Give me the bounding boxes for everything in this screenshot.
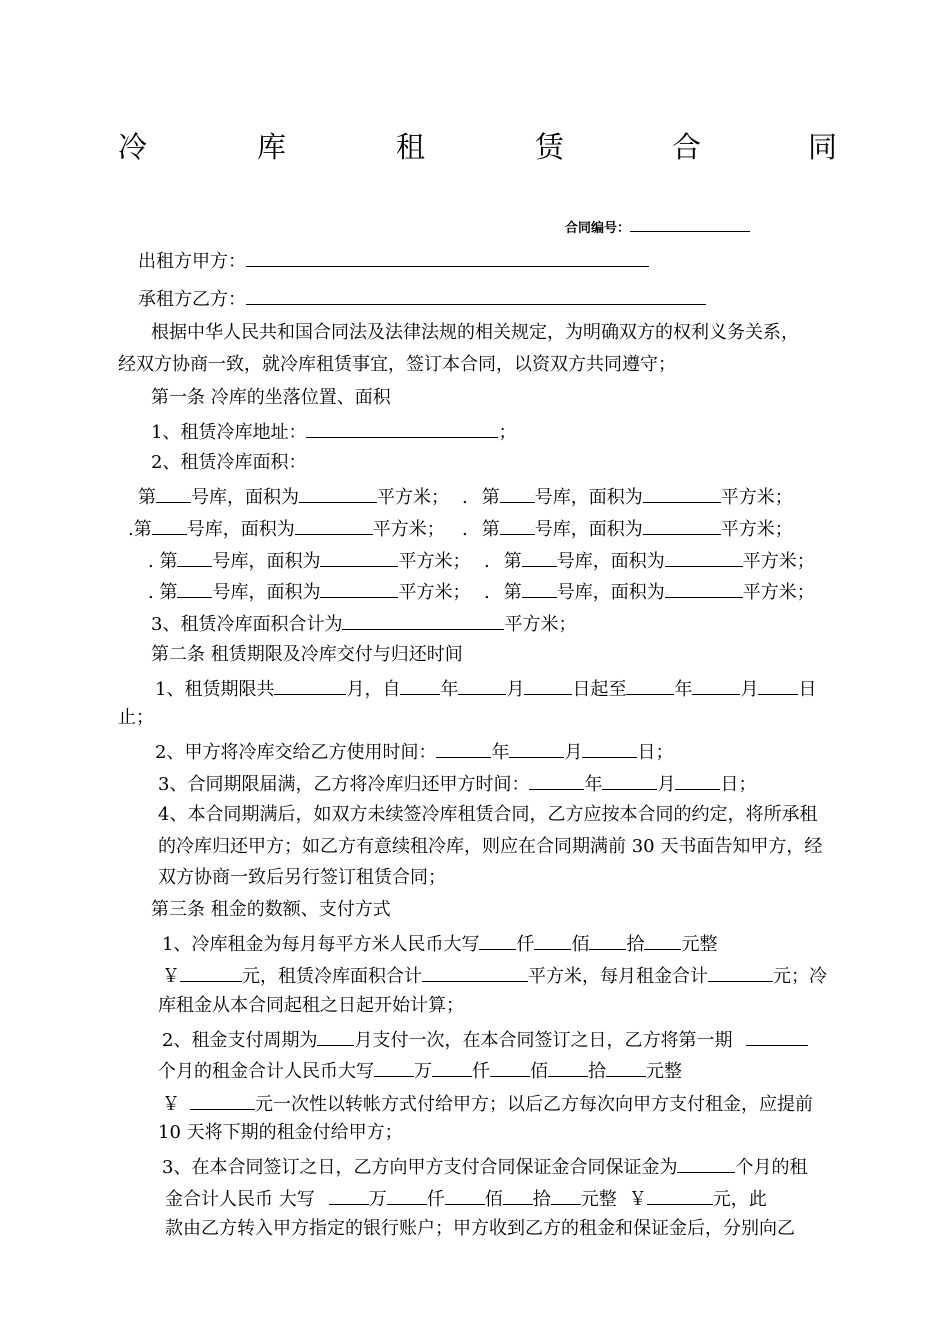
paragraph-line: 款由乙方转入甲方指定的银行账户；甲方收到乙方的租金和保证金后，分别向乙 — [165, 1218, 795, 1239]
text: 月 — [506, 679, 525, 700]
text: 第 — [138, 487, 156, 508]
text: 号库，面积为 — [534, 487, 643, 508]
blank[interactable] — [582, 738, 637, 758]
text: 3、租赁冷库面积合计为 — [151, 614, 343, 635]
text: . — [484, 551, 490, 572]
return-row — [158, 770, 756, 797]
room-no-blank[interactable] — [522, 547, 557, 567]
paragraph-line: 库租金从本合同起租之日起开始计算； — [158, 995, 464, 1016]
text: 万 — [414, 1061, 432, 1082]
text: 1、冷库租金为每月每平方米人民币大写 — [162, 934, 480, 955]
text: ￥ — [162, 966, 180, 987]
lessor-row — [138, 247, 649, 274]
blank[interactable] — [548, 1057, 588, 1077]
paragraph-line: 10 天将下期的租金付给甲方； — [158, 1122, 403, 1143]
article-heading: 第一条 冷库的坐落位置、面积 — [151, 387, 391, 408]
room-no-blank[interactable] — [152, 515, 187, 535]
text: . 第 — [148, 551, 178, 572]
room-row — [138, 483, 449, 510]
text: 仟 — [426, 1189, 445, 1210]
text: 第 — [481, 487, 500, 508]
text: 平方米； — [720, 519, 793, 540]
text: 平方米； — [504, 614, 577, 635]
blank[interactable] — [387, 1185, 427, 1205]
text: 平方米，每月租金合计 — [528, 966, 708, 987]
title-char: 库 — [257, 130, 287, 164]
room-no-blank[interactable] — [500, 483, 535, 503]
blank[interactable] — [746, 1026, 808, 1046]
blank[interactable] — [422, 962, 528, 982]
lessee-row — [138, 285, 706, 312]
text: 日； — [720, 774, 757, 795]
payment-row — [162, 1026, 808, 1053]
text: 元；冷 — [773, 966, 827, 987]
text: ￥ — [162, 1094, 180, 1115]
total-area-row — [151, 610, 576, 637]
room-row — [484, 578, 815, 605]
text: . — [128, 519, 134, 540]
text: 第 — [503, 551, 522, 572]
room-no-blank[interactable] — [177, 547, 212, 567]
text: 月 — [657, 774, 676, 795]
area-blank[interactable] — [643, 515, 721, 535]
text: 号库，面积为 — [556, 551, 665, 572]
blank[interactable] — [529, 770, 584, 790]
text: 万 — [368, 1189, 387, 1210]
blank[interactable] — [524, 675, 572, 695]
preamble-line: 经双方协商一致，就冷库租赁事宜，签订本合同，以资双方共同遵守； — [118, 354, 676, 375]
text: 号库，面积为 — [186, 519, 295, 540]
text: 年 — [491, 742, 510, 763]
text: 平方米； — [372, 519, 445, 540]
paragraph-line: 止； — [118, 707, 154, 728]
room-row — [462, 515, 793, 542]
blank[interactable] — [606, 1057, 646, 1077]
text: 元一次性以转帐方式付给甲方；以后乙方每次向甲方支付租金，应提前 — [255, 1094, 813, 1115]
paragraph-line: 双方协商一致后另行签订租赁合同； — [158, 867, 446, 888]
room-row — [128, 515, 445, 542]
blank[interactable] — [509, 738, 564, 758]
address-row — [151, 418, 516, 445]
blank[interactable] — [400, 675, 440, 695]
room-no-blank[interactable] — [177, 578, 212, 598]
address-blank[interactable] — [306, 418, 498, 438]
text: 拾 — [626, 934, 645, 955]
rent-row — [162, 962, 827, 989]
rent-row — [162, 930, 717, 957]
text: 个月的租金合计人民币大写 — [158, 1061, 374, 1082]
text: 第 — [481, 519, 500, 540]
deposit-row — [162, 1153, 807, 1180]
blank[interactable] — [647, 1185, 713, 1205]
text: 个月的租 — [735, 1157, 808, 1178]
payment-row — [162, 1090, 813, 1117]
text: 年 — [674, 679, 693, 700]
text: 月，自 — [346, 679, 401, 700]
area-blank[interactable] — [665, 578, 743, 598]
blank[interactable] — [436, 738, 491, 758]
text: 号库，面积为 — [191, 487, 299, 508]
lessee-blank[interactable] — [246, 285, 706, 305]
text: . — [462, 487, 468, 508]
text: 拾 — [532, 1189, 551, 1210]
text: 元整 — [681, 934, 718, 955]
text: 第 — [503, 582, 522, 603]
blank[interactable] — [589, 930, 626, 950]
area-blank[interactable] — [643, 483, 721, 503]
text: 2、甲方将冷库交给乙方使用时间： — [155, 742, 437, 763]
blank[interactable] — [374, 1057, 414, 1077]
blank[interactable] — [602, 770, 657, 790]
text: ￥ — [628, 1189, 647, 1210]
text: 元整 — [580, 1189, 617, 1210]
preamble-line: 根据中华人民共和国合同法及法律法规的相关规定，为明确双方的权利义务关系， — [151, 322, 799, 343]
term-row — [155, 675, 816, 702]
text: 元，此 — [712, 1189, 767, 1210]
text: 元，租赁冷库面积合计 — [242, 966, 422, 987]
contract-number-row — [565, 212, 750, 241]
text: 金合计人民币 大写 — [165, 1189, 315, 1210]
text: 日； — [637, 742, 674, 763]
text: 元整 — [646, 1061, 682, 1082]
text: . — [462, 519, 468, 540]
text: 号库，面积为 — [556, 582, 665, 603]
blank[interactable] — [677, 1153, 735, 1173]
room-row — [148, 578, 470, 605]
contract-number-blank[interactable] — [630, 212, 750, 232]
title-char: 同 — [808, 130, 838, 164]
punct: ； — [498, 422, 517, 443]
lessor-label: 出租方甲方： — [138, 251, 246, 272]
area-blank[interactable] — [665, 547, 743, 567]
blank[interactable] — [445, 1185, 485, 1205]
area-blank[interactable] — [299, 483, 377, 503]
text: 第 — [133, 519, 152, 540]
paragraph-line: 的冷库归还甲方；如乙方有意续租冷库，则应在合同期满前 30 天书面告知甲方，经 — [158, 836, 823, 857]
area-blank[interactable] — [295, 515, 373, 535]
total-area-blank[interactable] — [342, 610, 504, 630]
text: 平方米； — [742, 551, 815, 572]
lessee-label: 承租方乙方： — [138, 289, 246, 310]
text: 3、合同期限届满，乙方将冷库归还甲方时间： — [158, 774, 530, 795]
delivery-row — [155, 738, 673, 765]
blank[interactable] — [329, 1185, 369, 1205]
text: 平方米； — [398, 582, 471, 603]
text: 3、在本合同签订之日，乙方向甲方支付合同保证金合同保证金为 — [162, 1157, 678, 1178]
text: 日 — [798, 679, 817, 700]
text: 年 — [440, 679, 459, 700]
text: 年 — [584, 774, 603, 795]
text: 月 — [564, 742, 583, 763]
lessor-blank[interactable] — [246, 247, 649, 267]
blank[interactable] — [274, 675, 346, 695]
blank[interactable] — [551, 1185, 581, 1205]
text: 月支付一次，在本合同签订之日，乙方将第一期 — [354, 1030, 733, 1051]
blank[interactable] — [758, 675, 798, 695]
blank[interactable] — [503, 1185, 533, 1205]
blank[interactable] — [317, 1026, 354, 1046]
address-label: 1、租赁冷库地址： — [151, 422, 307, 443]
text: 平方米； — [720, 487, 793, 508]
area-label: 2、租赁冷库面积： — [151, 452, 307, 473]
blank[interactable] — [180, 962, 242, 982]
text: 号库，面积为 — [212, 582, 321, 603]
area-blank[interactable] — [320, 547, 398, 567]
text: 仟 — [516, 934, 535, 955]
deposit-row — [165, 1185, 767, 1212]
title-char: 租 — [396, 130, 426, 164]
room-no-blank[interactable] — [522, 578, 557, 598]
text: 号库，面积为 — [212, 551, 321, 572]
article-heading: 第三条 租金的数额、支付方式 — [151, 899, 391, 920]
room-row — [484, 547, 815, 574]
blank[interactable] — [644, 930, 681, 950]
room-no-blank[interactable] — [156, 483, 191, 503]
text: 日起至 — [572, 679, 627, 700]
title-char: 冷 — [118, 130, 148, 164]
text: 佰 — [571, 934, 590, 955]
room-no-blank[interactable] — [500, 515, 535, 535]
blank[interactable] — [692, 675, 740, 695]
text: 佰 — [484, 1189, 503, 1210]
text: 平方米； — [742, 582, 815, 603]
blank[interactable] — [534, 930, 571, 950]
article-heading: 第二条 租赁期限及冷库交付与归还时间 — [151, 644, 463, 665]
text: 2、租金支付周期为 — [162, 1030, 318, 1051]
room-row — [462, 483, 793, 510]
text: 1、租赁期限共 — [155, 679, 275, 700]
blank[interactable] — [432, 1057, 472, 1077]
blank[interactable] — [675, 770, 720, 790]
contract-number-label: 合同编号： — [565, 221, 631, 236]
text: 佰 — [530, 1061, 548, 1082]
text: 月 — [740, 679, 759, 700]
blank[interactable] — [190, 1090, 255, 1110]
text: 号库，面积为 — [534, 519, 643, 540]
blank[interactable] — [626, 675, 674, 695]
text: . 第 — [148, 582, 178, 603]
text: 拾 — [588, 1061, 606, 1082]
blank[interactable] — [490, 1057, 530, 1077]
title-char: 合 — [672, 130, 702, 164]
blank[interactable] — [458, 675, 506, 695]
text: . — [484, 582, 490, 603]
area-blank[interactable] — [320, 578, 398, 598]
blank[interactable] — [479, 930, 516, 950]
blank[interactable] — [708, 962, 773, 982]
text: 平方米； — [377, 487, 449, 508]
room-row — [148, 547, 470, 574]
title-char: 赁 — [535, 130, 565, 164]
text: 平方米； — [398, 551, 471, 572]
payment-row — [158, 1057, 682, 1084]
text: 仟 — [472, 1061, 490, 1082]
paragraph-line: 4、本合同期满后，如双方未续签冷库租赁合同，乙方应按本合同的约定，将所承租 — [158, 804, 818, 825]
